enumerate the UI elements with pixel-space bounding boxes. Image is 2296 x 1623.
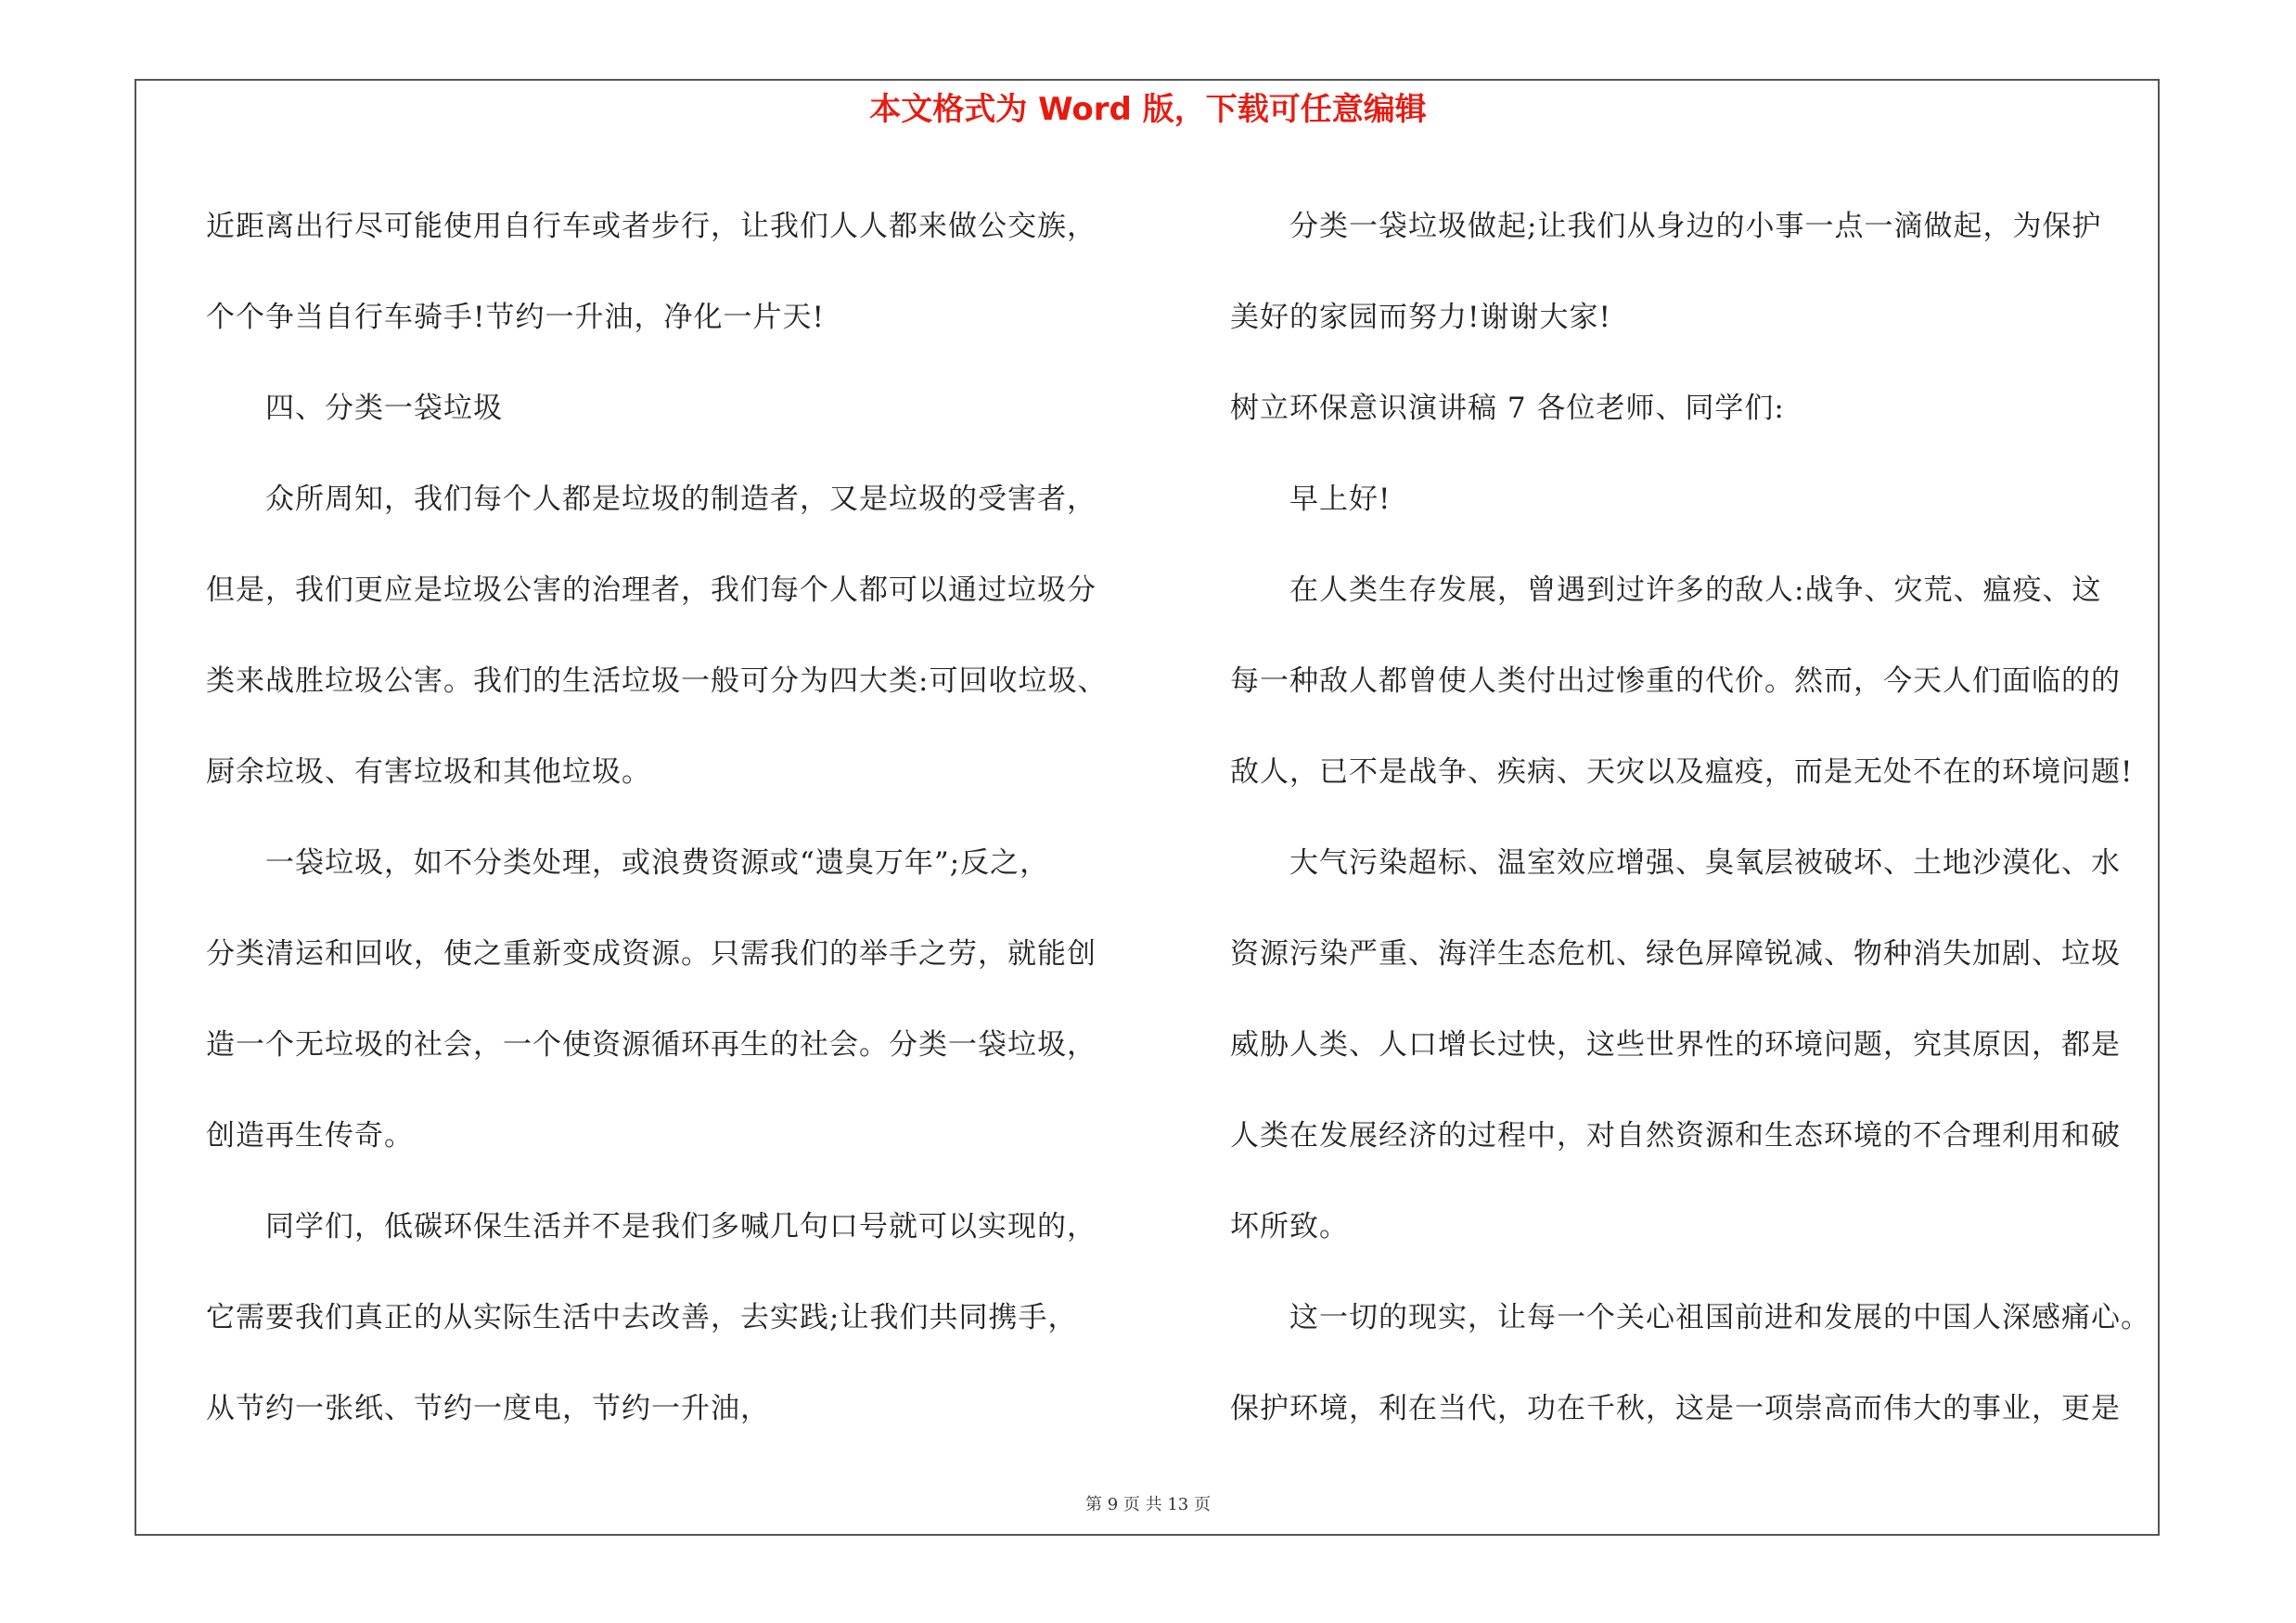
- left-column: [206, 181, 1152, 1454]
- text-line: 分类清运和回收，使之重新变成资源。只需我们的举手之劳，就能创: [206, 937, 1097, 971]
- text-line: 众所周知，我们每个人都是垃圾的制造者，又是垃圾的受害者，: [265, 483, 1097, 516]
- text-line: 创造再生传奇。: [206, 1119, 414, 1153]
- text-line: 造一个无垃圾的社会，一个使资源循环再生的社会。分类一袋垃圾，: [206, 1028, 1097, 1062]
- text-line: 树立环保意识演讲稿 7 各位老师、同学们:: [1230, 392, 1785, 425]
- text-line: 资源污染严重、海洋生态危机、绿色屏障锐减、物种消失加剧、垃圾: [1230, 937, 2121, 971]
- text-line: 分类一袋垃圾做起;让我们从身边的小事一点一滴做起，为保护: [1289, 210, 2102, 243]
- text-line: 每一种敌人都曾使人类付出过惨重的代价。然而，今天人们面临的的: [1230, 664, 2121, 698]
- header-banner: 本文格式为 Word 版，下载可任意编辑: [869, 91, 1427, 128]
- text-line: 敌人，已不是战争、疾病、天灾以及瘟疫，而是无处不在的环境问题!: [1230, 755, 2134, 789]
- text-line: 类来战胜垃圾公害。我们的生活垃圾一般可分为四大类:可回收垃圾、: [206, 664, 1108, 698]
- text-line: 但是，我们更应是垃圾公害的治理者，我们每个人都可以通过垃圾分: [206, 573, 1097, 607]
- text-line: 在人类生存发展，曾遇到过许多的敌人:战争、灾荒、瘟疫、这: [1289, 573, 2102, 607]
- text-line: 这一切的现实，让每一个关心祖国前进和发展的中国人深感痛心。: [1289, 1301, 2150, 1334]
- text-line: 威胁人类、人口增长过快，这些世界性的环境问题，究其原因，都是: [1230, 1028, 2121, 1062]
- text-line: 近距离出行尽可能使用自行车或者步行，让我们人人都来做公交族，: [206, 210, 1097, 243]
- text-line: 坏所致。: [1230, 1210, 1349, 1243]
- text-line: 大气污染超标、温室效应增强、臭氧层被破坏、土地沙漠化、水: [1289, 846, 2121, 880]
- text-line: 厨余垃圾、有害垃圾和其他垃圾。: [206, 755, 651, 789]
- text-line: 保护环境，利在当代，功在千秋，这是一项崇高而伟大的事业，更是: [1230, 1392, 2121, 1425]
- text-line: 美好的家园而努力!谢谢大家!: [1230, 301, 1611, 334]
- page-number: 第 9 页 共 13 页: [1085, 1495, 1211, 1514]
- text-line: 早上好!: [1289, 483, 1392, 516]
- text-line: 它需要我们真正的从实际生活中去改善，去实践;让我们共同携手，: [206, 1301, 1078, 1334]
- right-column: [1230, 181, 2160, 1454]
- text-line: 一袋垃圾，如不分类处理，或浪费资源或“遗臭万年”;反之，: [265, 846, 1050, 880]
- text-line: 个个争当自行车骑手!节约一升油，净化一片天!: [206, 301, 825, 334]
- text-line: 四、分类一袋垃圾: [265, 392, 503, 425]
- text-line: 人类在发展经济的过程中，对自然资源和生态环境的不合理利用和破: [1230, 1119, 2121, 1153]
- text-line: 同学们，低碳环保生活并不是我们多喊几句口号就可以实现的，: [265, 1210, 1097, 1243]
- text-line: 从节约一张纸、节约一度电，节约一升油，: [206, 1392, 770, 1425]
